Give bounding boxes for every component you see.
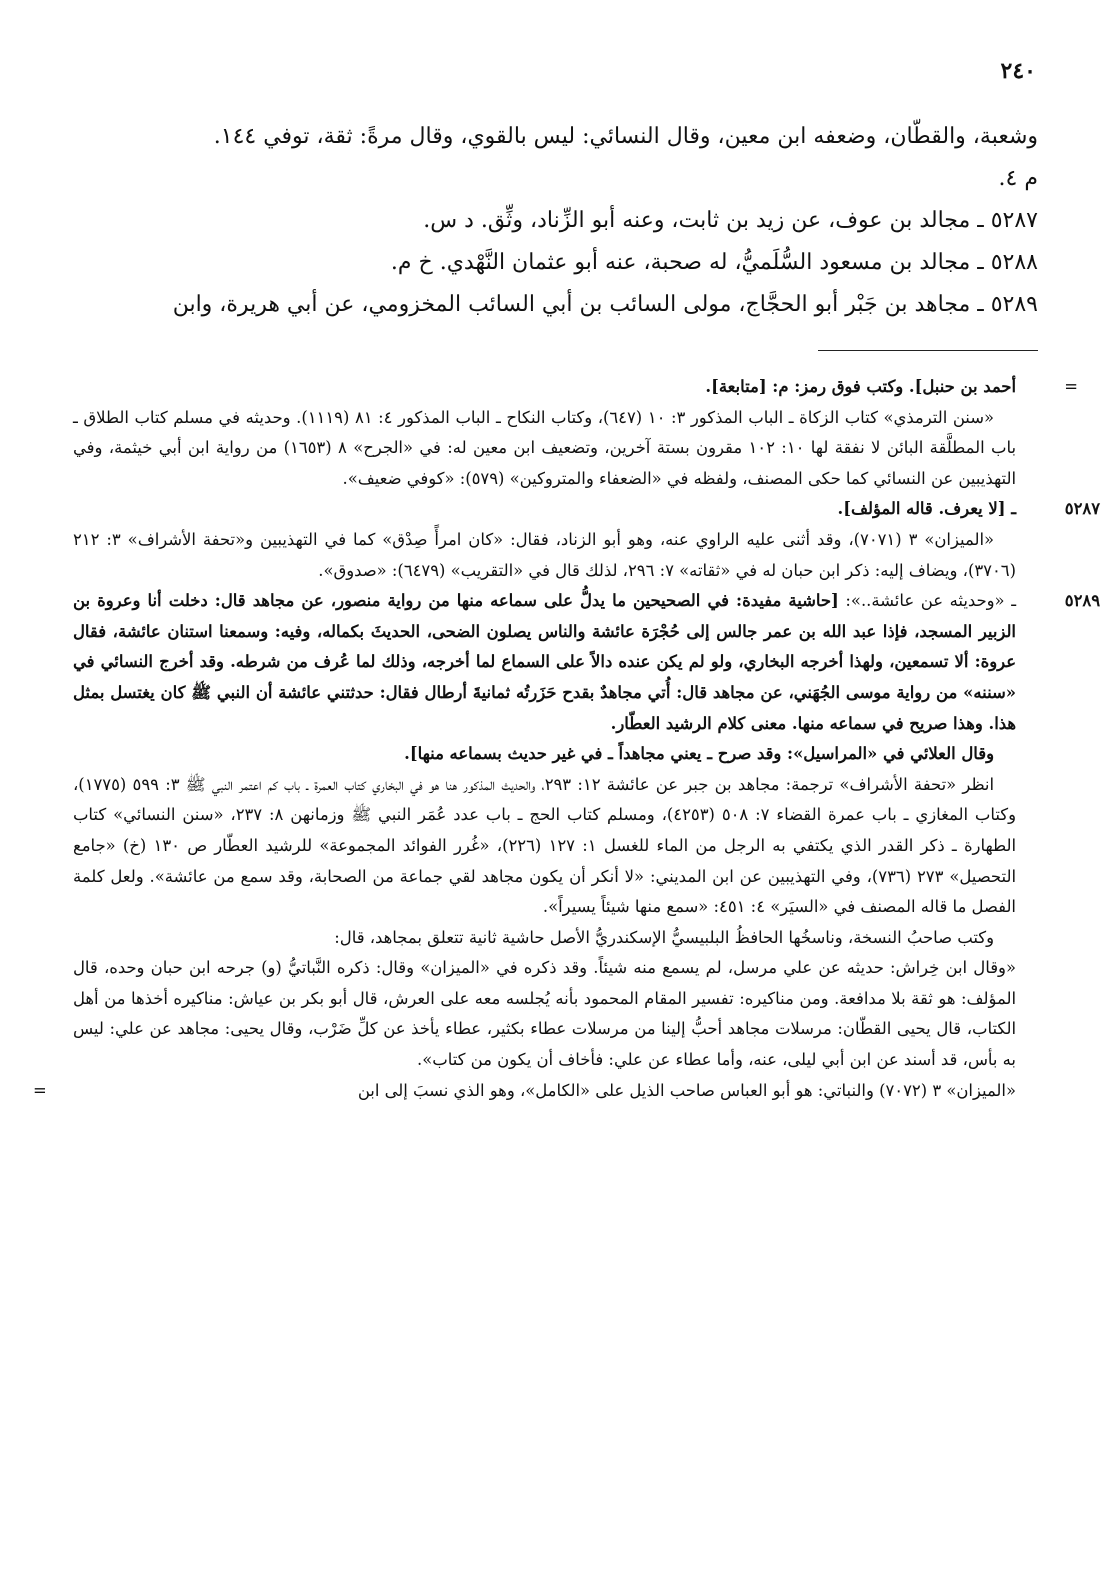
main-text [88,116,1038,326]
footnotes [33,372,1100,1106]
footnote-text: أحمد بن حنبل]. وكتب فوق رمز: م: [متابعة]. [705,377,1016,396]
footnote-paragraph: «وقال ابن خِراش: حديثه عن علي مرسل، لم يسمع منه شيئاً. وقد ذكره في «الميزان» وقال: ذكره النَّباتيُّ (و) جرحه ابن حبان وحده، قال المؤلف: هو ثقة بلا مدافعة. ومن مناكيره: تفسير المقام المحمود بأنه يُجلسه معه على العرش، قال أبو بكر بن عياش: مناكيره أخذها من أهل الكتاب، قال يحيى القطّان: مرسلات مجاهد أحبُّ إلينا من مرسلات عطاء بكثير، عطاء يأخذ عن كلِّ ضَرْب، وقال يحيى: مجاهد عن علي: ليس به بأس، قد أسند عن ابن أبي ليلى، عنه، وأما عطاء عن علي: فأخاف أن يكون من كتاب». [73,958,1016,1070]
footnote-divider [818,350,1038,351]
footnote-number: ٥٢٨٩ [1064,591,1100,611]
footnote-paragraph: انظر «تحفة الأشراف» ترجمة: مجاهد بن جبر عن عائشة ١٢: ٢٩٣، والحديث المذكور هنا هو في البخاري كتاب العمرة ـ باب كم اعتمر النبي ﷺ ٣: ٥٩٩ (١٧٧٥)، وكتاب المغازي ـ باب عمرة القضاء ٧: ٥٠٨ (٤٢٥٣)، ومسلم كتاب الحج ـ باب عدد عُمَر النبي ﷺ وزمانهن ٨: ٢٣٧، «سنن النسائي» كتاب الطهارة ـ ذكر القدر الذي يكتفي به الرجل من الماء للغسل ١: ١٢٧ (٢٢٦)، «غُرر الفوائد المجموعة» للرشيد العطّار ص ١٣٠ (خ) «جامع التحصيل» ٢٧٣ (٧٣٦)، وفي التهذيبين عن ابن المديني: «لا أنكر أن يكون مجاهد لقي جماعة من الصحابة، وقد سمع من عائشة». ولعل كلمة الفصل ما قاله المصنف في «السيَر» ٤: ٤٥١: «سمع منها شيئاً يسيراً». [73,774,1017,917]
footnote-5287 [73,494,1100,525]
footnote-lead: ـ «وحديثه عن عائشة..»: [838,591,1016,611]
main-line: وشعبة، والقطّان، وضعفه ابن معين، وقال النسائي: ليس بالقوي، وقال مرةً: ثقة، توفي ١٤٤. [213,124,1038,149]
footnote-5289 [73,586,1100,739]
page-number: ٢٤٠ [1000,58,1036,84]
footnote-paragraph: وقال العلائي في «المراسيل»: وقد صرح ـ يعني مجاهداً ـ في غير حديث بسماعه منها]. [404,744,994,764]
entry-5288: ٥٢٨٨ ـ مجالد بن مسعود السُّلَميُّ، له صحبة، عنه أبو عثمان النَّهْدي. خ م. [390,250,1038,275]
footnote-paragraph: «سنن الترمذي» كتاب الزكاة ـ الباب المذكور ٣: ١٠ (٦٤٧)، وكتاب النكاح ـ الباب المذكور ٤: ٨١ (١١١٩). وحديثه في مسلم كتاب الطلاق ـ باب المطلَّقة البائن لا نفقة لها ١٠: ١٠٢ مقرون بستة آخرين، وتضعيف ابن معين له: في «الجرح» ٨ (١٦٥٣) من رواية ابن أبي خيثمة، وفي التهذيبين عن النسائي كما حكى المصنف، ولفظه في «الضعفاء والمتروكين» (٥٧٩): «كوفي ضعيف». [73,407,1017,488]
footnote-number: ٥٢٨٧ [1064,499,1100,519]
footnote-text: «الميزان» ٣ (٧٠٧٢) والنباتي: هو أبو العباس صاحب الذيل على «الكامل»، وهو الذي نسبَ إلى ابن [357,1080,1016,1100]
footnote-continuation [73,372,1078,403]
footnote-paragraph: «الميزان» ٣ (٧٠٧١)، وقد أثنى عليه الراوي عنه، وهو أبو الزناد، فقال: «كان امرأً صِدْق» كما في التهذيبين و«تحفة الأشراف» ٣: ٢١٢ (٣٧٠٦)، ويضاف إليه: ذكر ابن حبان له في «ثقاته» ٧: ٢٩٦، لذلك قال في «التقريب» (٦٤٧٩): «صدوق». [73,529,1016,580]
main-line: م ٤. [998,166,1038,191]
footnote-heading: ـ [لا يعرف. قاله المؤلف]. [837,499,1016,519]
continuation-mark: = [33,1080,47,1100]
entry-5289: ٥٢٨٩ ـ مجاهد بن جَبْر أبو الحجَّاج، مولى السائب بن أبي السائب المخزومي، عن أبي هريرة، وابن [172,292,1038,317]
entry-5287: ٥٢٨٧ ـ مجالد بن عوف، عن زيد بن ثابت، وعنه أبو الزِّناد، وثِّق. د س. [423,208,1038,233]
continuation-mark: = [1064,377,1078,396]
footnote-last-line [33,1076,1038,1107]
footnote-bold-text: [حاشية مفيدة: في الصحيحين ما يدلُّ على سماعه منها من رواية منصور، عن مجاهد قال: دخلت أنا وعروة بن الزبير المسجد، فإذا عبد الله بن عمر جالس إلى حُجْرَة عائشة والناس يصلون الضحى، الحديثَ بكماله، وفيه: وسمعنا استنان عائشة، فقال عروة: ألا تسمعين، ولهذا أخرجه البخاري، ولو لم يكن عنده دالاً على السماع لما أخرجه، وذلك لما عُرف من شرطه. وقد أخرج النسائي في «سننه» من رواية موسى الجُهَني، عن مجاهد قال: أُتي مجاهدٌ بقدح حَزَرتُه ثمانيةَ أرطال فقال: حدثتني عائشة أن النبي ﷺ كان يغتسل بمثل هذا. وهذا صريح في سماعه منها. معنى كلام الرشيد العطّار. [73,591,1016,733]
footnote-paragraph: وكتب صاحبُ النسخة، وناسخُها الحافظُ البلبيسيُّ الإسكندريُّ الأصل حاشية ثانية تتعلق بمجاهد، قال: [334,927,994,947]
